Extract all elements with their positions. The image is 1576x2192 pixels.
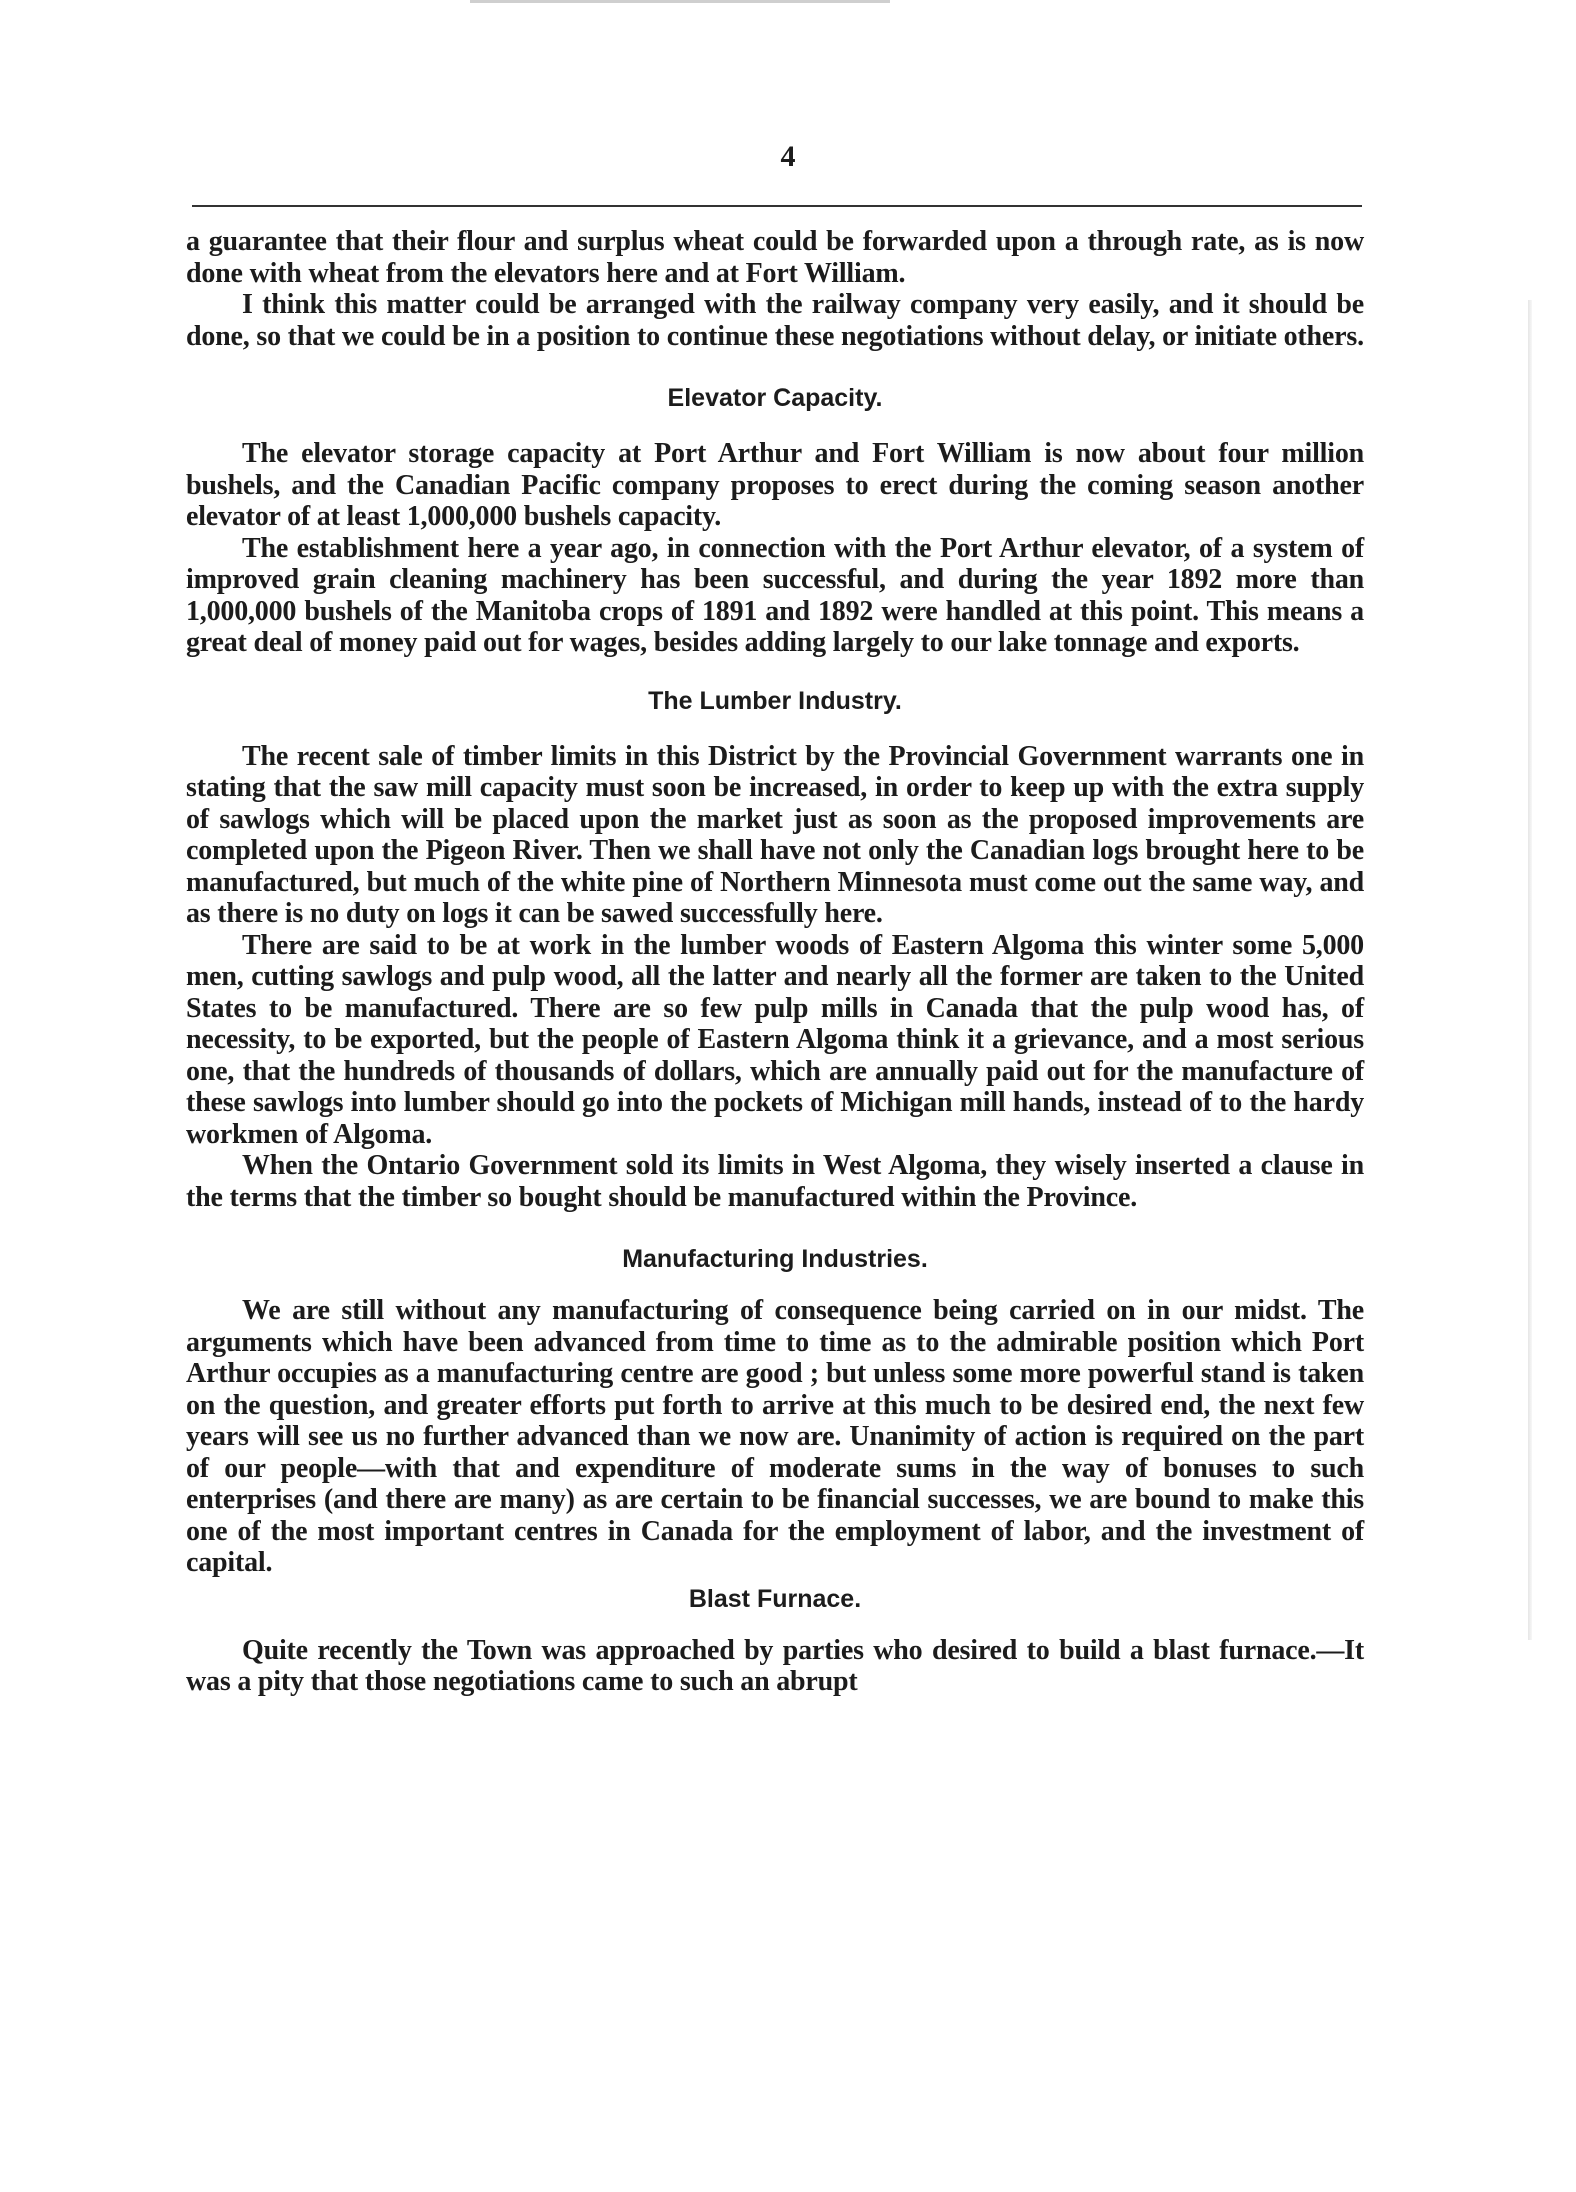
section-heading-blast-furnace: Blast Furnace.	[688, 1584, 862, 1613]
header-rule	[192, 205, 1362, 207]
section-heading-lumber: The Lumber Industry.	[648, 686, 902, 715]
page-number: 4	[780, 140, 796, 173]
intro-paragraph-1: a guarantee that their flour and surplus wheat could be forwarded upon a through rate, as is now done with wheat from the elevators here and at Fort William.	[186, 226, 1364, 289]
intro-paragraph-2: I think this matter could be arranged with the railway company very easily, and it should be done, so that we could be in a position to continue these negotiations without delay, or initiate others.	[186, 289, 1364, 352]
page-edge-mark	[470, 0, 890, 3]
section-heading-manufacturing: Manufacturing Industries.	[622, 1245, 928, 1273]
lumber-paragraph-3: When the Ontario Government sold its limits in West Algoma, they wisely inserted a clause in the terms that the timber so bought should be manufactured within the Province.	[186, 1150, 1364, 1213]
elevator-paragraph-2: The establishment here a year ago, in connection with the Port Arthur elevator, of a system of improved grain cleaning machinery has been successful, and during the year 1892 more than 1,000,000 bushels of the Manitoba crops of 1891 and 1892 were handled at this point. This means a great deal of money paid out for wages, besides adding largely to our lake tonnage and exports.	[186, 532, 1364, 658]
section-heading-elevator: Elevator Capacity.	[667, 384, 883, 412]
elevator-paragraph-1: The elevator storage capacity at Port Arthur and Fort William is now about four million bushels, and the Canadian Pacific company proposes to erect during the coming season another elevator of at least 1,000,000 bushels capacity.	[186, 438, 1364, 532]
manufacturing-paragraph-1: We are still without any manufacturing of consequence being carried on in our midst. The arguments which have been advanced from time to time as to the admirable position which Port Arthur occupies as a manufacturing centre are good ; but unless some more powerful stand is taken on the question, and greater efforts put forth to arrive at this much to be desired end, the next few years will see us no further advanced than we now are. Unanimity of action is required on the part of our people—with that and expenditure of moderate sums in the way of bonuses to such enterprises (and there are many) as are certain to be financial successes, we are bound to make this one of the most important centres in Canada for the employment of labor, and the investment of capital.	[186, 1295, 1364, 1578]
lumber-paragraph-2: There are said to be at work in the lumber woods of Eastern Algoma this winter some 5,000 men, cutting sawlogs and pulp wood, all the latter and nearly all the former are taken to the United States to be manufactured. There are so few pulp mills in Canada that the pulp wood has, of necessity, to be exported, but the people of Eastern Algoma think it a grievance, and a most serious one, that the hundreds of thousands of dollars, which are annually paid out for the manufacture of these sawlogs into lumber should go into the pockets of Michigan mill hands, instead of to the hardy workmen of Algoma.	[186, 929, 1364, 1150]
lumber-paragraph-1: The recent sale of timber limits in this District by the Provincial Government warrants one in stating that the saw mill capacity must soon be increased, in order to keep up with the extra supply of sawlogs which will be placed upon the market just as soon as the proposed improvements are completed upon the Pigeon River. Then we shall have not only the Canadian logs brought here to be manufactured, but much of the white pine of Northern Minnesota must come out the same way, and as there is no duty on logs it can be sawed successfully here.	[186, 740, 1364, 929]
page-body	[186, 226, 1364, 1698]
page-edge-shadow	[1528, 300, 1532, 1640]
blast-furnace-paragraph-1: Quite recently the Town was approached by parties who desired to build a blast furnace.—It was a pity that those negotiations came to such an abrupt	[186, 1634, 1364, 1697]
